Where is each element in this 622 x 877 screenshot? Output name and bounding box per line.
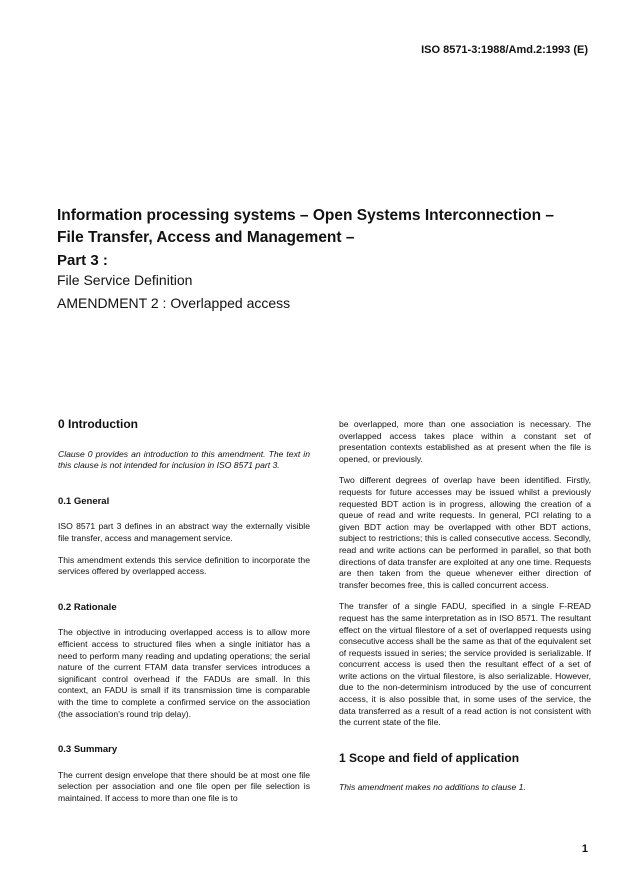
document-title: Information processing systems – Open Systems Interconnection – File Transfer, Access and Management – <box>57 207 554 246</box>
rationale-paragraph: The objective in introducing overlapped access is to allow more efficient access to structured files when a single initiator has a need to perform many reading and updating operations; the serial nature of the current FTAM data transfer services introduces a significant control overhead if the FADUs are small. In this context, an FADU is small if its transmission time is comparable with the time to complete a confirmed service on the association (the association's round trip delay). <box>58 627 310 719</box>
left-column <box>58 419 310 814</box>
part-label: Part 3 : <box>57 252 108 269</box>
document-reference: ISO 8571-3:1988/Amd.2:1993 (E) <box>421 44 588 56</box>
overlap-degrees-paragraph: Two different degrees of overlap have been identified. Firstly, requests for future accesses may be issued whilst a previously requested BDT action is in progress, allowing the creation of a queue of read and write requests. In general, PCI relating to a given BDT action may be overlapped with other BDT actions, subject to restrictions; this is called consecutive access. Secondly, read and write actions can be performed in parallel, so that both directions of data transfer are exploited at any one time. Requests are then taken from the queue whenever either direction of transfer becomes free, this is called concurrent access. <box>339 475 591 590</box>
section-heading-scope: 1 Scope and field of application <box>339 750 520 765</box>
page-number: 1 <box>581 843 588 855</box>
section-heading-general: 0.1 General <box>58 495 110 507</box>
general-paragraph-1: ISO 8571 part 3 defines in an abstract way the externally visible file transfer, access and management service. <box>58 521 310 543</box>
section-heading-rationale: 0.2 Rationale <box>58 601 117 613</box>
summary-paragraph: The current design envelope that there should be at most one file selection per association and one file open per file selection is maintained. If access to more than one file is to <box>58 769 310 803</box>
general-paragraph-2: This amendment extends this service definition to incorporate the services offered by overlapped access. <box>58 554 310 577</box>
summary-continuation-paragraph: be overlapped, more than one association is necessary. The overlapped access takes place within a constant set of presentation contexts established as at present when the file is opened, or previously. <box>339 419 591 464</box>
right-column <box>339 419 591 804</box>
section-heading-introduction: 0 Introduction <box>58 417 138 431</box>
section-heading-summary: 0.3 Summary <box>58 744 118 756</box>
scope-note: This amendment makes no additions to clause 1. <box>339 782 526 793</box>
part-subtitle: File Service Definition <box>57 272 193 288</box>
amendment-title: AMENDMENT 2 : Overlapped access <box>57 295 291 311</box>
introduction-note: Clause 0 provides an introduction to this amendment. The text in this clause is not intended for inclusion in ISO 8571 part 3. <box>58 448 310 471</box>
fadu-transfer-paragraph: The transfer of a single FADU, specified in a single F-READ request has the same interpretation as in ISO 8571. The resultant effect on the virtual filestore of a set of overlapped requests using consecutive access shall be the same as that of the equivalent set of requests issued in series; the service provided is serializable. If concurrent access is used then the resultant effect of a set of write actions on the virtual filestore, is also serializable. However, due to the non-determinism introduced by the use of concurrent access, it is also possible that, in some uses of the service, the data transferred as a result of a read action is not consistent with the current state of the file. <box>339 601 591 728</box>
